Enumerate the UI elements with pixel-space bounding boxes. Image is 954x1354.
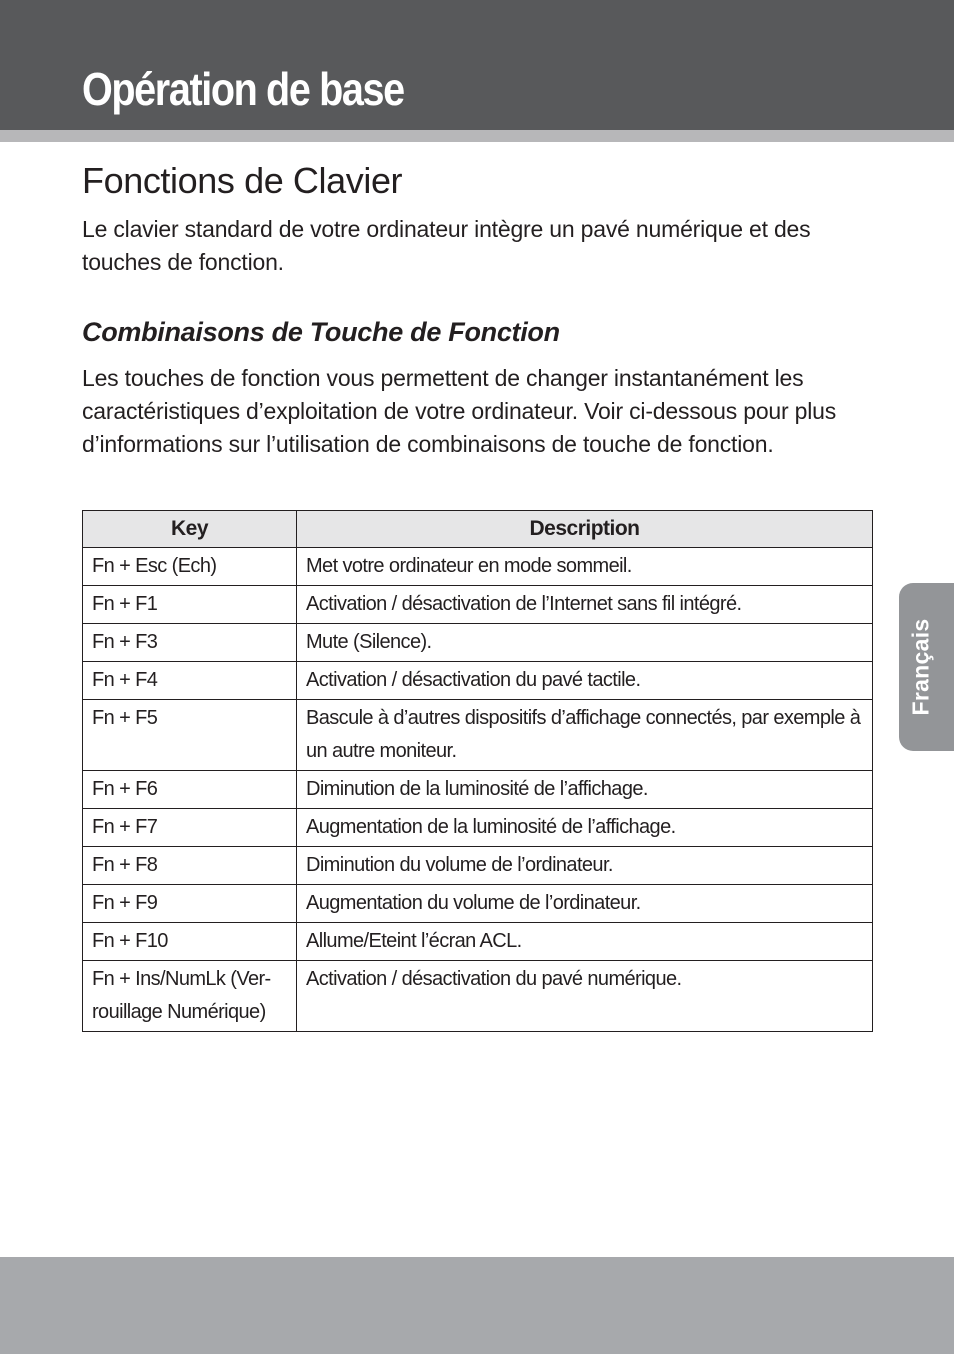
- key-cell: Fn + F5: [83, 700, 297, 771]
- table-row: [83, 586, 873, 624]
- table-row: [83, 847, 873, 885]
- column-header-key: Key: [83, 511, 297, 548]
- key-cell: Fn + F6: [83, 771, 297, 809]
- key-cell: Fn + F8: [83, 847, 297, 885]
- description-cell: Bascule à d’autres dispositifs d’affichage connectés, par exemple à un autre moniteur.: [297, 700, 873, 771]
- main-content: [82, 155, 872, 461]
- table-row: [83, 885, 873, 923]
- key-cell: Fn + F10: [83, 923, 297, 961]
- key-cell: Fn + F3: [83, 624, 297, 662]
- table-row: [83, 662, 873, 700]
- key-cell: Fn + F4: [83, 662, 297, 700]
- description-cell: Met votre ordinateur en mode sommeil.: [297, 548, 873, 586]
- table-row: [83, 771, 873, 809]
- description-cell: Activation / désactivation du pavé tactile.: [297, 662, 873, 700]
- description-cell: Augmentation du volume de l’ordinateur.: [297, 885, 873, 923]
- section-heading: Fonctions de Clavier: [82, 160, 403, 201]
- key-cell: Fn + Esc (Ech): [83, 548, 297, 586]
- section-intro: Le clavier standard de votre ordinateur intègre un pavé numérique et des touches de fonction.: [82, 216, 811, 275]
- description-cell: Activation / désactivation de l’Internet sans fil intégré.: [297, 586, 873, 624]
- description-cell: Activation / désactivation du pavé numérique.: [297, 961, 873, 1032]
- table-row: [83, 923, 873, 961]
- description-cell: Augmentation de la luminosité de l’affichage.: [297, 809, 873, 847]
- description-cell: Mute (Silence).: [297, 624, 873, 662]
- table-row: [83, 961, 873, 1032]
- table-header-row: [83, 511, 873, 548]
- subsection-heading: Combinaisons de Touche de Fonction: [82, 317, 560, 347]
- description-cell: Allume/Eteint l’écran ACL.: [297, 923, 873, 961]
- description-cell: Diminution du volume de l’ordinateur.: [297, 847, 873, 885]
- page-title: Opération de base: [82, 63, 404, 115]
- key-cell: Fn + F1: [83, 586, 297, 624]
- table-row: [83, 700, 873, 771]
- footer-band: [0, 1257, 954, 1354]
- language-tab: [899, 583, 954, 751]
- table-row: [83, 624, 873, 662]
- header-strip: [0, 130, 954, 142]
- function-key-table: [82, 510, 873, 1032]
- key-cell: Fn + F7: [83, 809, 297, 847]
- key-cell: Fn + F9: [83, 885, 297, 923]
- key-cell: Fn + Ins/NumLk (Ver-rouillage Numérique): [83, 961, 297, 1032]
- language-tab-label: Français: [907, 618, 934, 716]
- table-row: [83, 809, 873, 847]
- subsection-body: Les touches de fonction vous permettent de changer instantanément les caractéristiques d’exploitation de votre ordinateur. Voir ci-dessous pour plus d’informations sur l’utilisation de combinaisons de touche de fonction.: [82, 365, 837, 457]
- description-cell: Diminution de la luminosité de l’affichage.: [297, 771, 873, 809]
- column-header-description: Description: [297, 511, 873, 548]
- table-row: [83, 548, 873, 586]
